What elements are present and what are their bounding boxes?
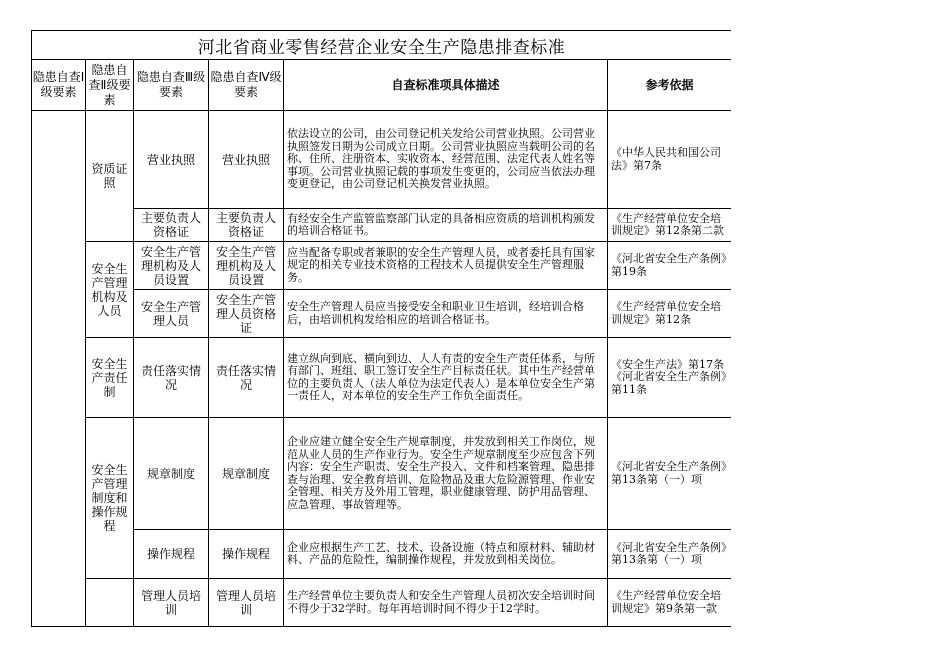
description-cell: 安全生产管理人员应当接受安全和职业卫生培训，经培训合格后，由培训机构发给相应的培训合格证书。 — [284, 290, 608, 338]
title-row — [32, 31, 732, 60]
header-reference: 参考依据 — [608, 60, 732, 111]
header-level4: 隐患自查Ⅳ级要素 — [209, 60, 284, 111]
table-row — [32, 530, 732, 579]
reference-cell: 《河北省安全生产条例》第13条第（一）项 — [608, 418, 732, 530]
reference-cell: 《中华人民共和国公司法》第7条 — [608, 111, 732, 209]
reference-cell: 《河北省安全生产条例》第13条第（一）项 — [608, 530, 732, 579]
level4-cell: 安全生产管理机构及人员设置 — [209, 242, 284, 290]
level3-cell: 规章制度 — [134, 418, 209, 530]
table-row — [32, 338, 732, 418]
table-row — [32, 209, 732, 242]
level3-cell: 管理人员培训 — [134, 579, 209, 627]
table-row — [32, 418, 732, 530]
level3-cell: 主要负责人资格证 — [134, 209, 209, 242]
level1-cell — [32, 111, 86, 627]
description-cell: 企业应建立健全安全生产规章制度，并发放到相关工作岗位，规范从业人员的生产作业行为。安全生产规章制度至少应包含下列内容：安全生产职责、安全生产投入、文件和档案管理、隐患排查与治理、安全教育培训、危险物品及重大危险源管理、作业安全管理、相关方及外用工管理，职业健康管理、防护用品管理、应急管理、事故管理等。 — [284, 418, 608, 530]
description-cell: 有经安全生产监管监察部门认定的具备相应资质的培训机构颁发的培训合格证书。 — [284, 209, 608, 242]
description-cell: 依法设立的公司，由公司登记机关发给公司营业执照。公司营业执照签发日期为公司成立日期。公司营业执照应当载明公司的名称、住所、注册资本、实收资本、经营范围、法定代表人姓名等事项。公司营业执照记载的事项发生变更的，公司应当依法办理变更登记，由公司登记机关换发营业执照。 — [284, 111, 608, 209]
table-row — [32, 290, 732, 338]
category-management-org: 安全生产管理机构及人员 — [86, 242, 134, 338]
level3-cell: 安全生产管理人员 — [134, 290, 209, 338]
description-cell: 企业应根据生产工艺、技术、设备设施（特点和原材料、辅助材料、产品的危险性，编制操作规程，并发放到相关岗位。 — [284, 530, 608, 579]
reference-cell: 《生产经营单位安全培训规定》第12条 — [608, 290, 732, 338]
table-row — [32, 111, 732, 209]
category-qualification: 资质证照 — [86, 111, 134, 242]
description-cell: 建立纵向到底、横向到边、人人有责的安全生产责任体系，与所有部门、班组、职工签订安全生产目标责任状。其中生产经营单位的主要负责人（法人单位为法定代表人）是本单位安全生产第一责任人，对本单位的安全生产工作负全面责任。 — [284, 338, 608, 418]
description-cell: 生产经营单位主要负责人和安全生产管理人员初次安全培训时间不得少于32学时。每年再培训时间不得少于12学时。 — [284, 579, 608, 627]
level4-cell: 管理人员培训 — [209, 579, 284, 627]
reference-cell: 《生产经营单位安全培训规定》第12条第二款 — [608, 209, 732, 242]
level4-cell: 责任落实情况 — [209, 338, 284, 418]
inspection-table — [31, 30, 731, 627]
level4-cell: 安全生产管理人员资格证 — [209, 290, 284, 338]
level3-cell: 营业执照 — [134, 111, 209, 209]
reference-cell: 《安全生产法》第17条《河北省安全生产条例》第11条 — [608, 338, 732, 418]
level4-cell: 主要负责人资格证 — [209, 209, 284, 242]
level3-cell: 安全生产管理机构及人员设置 — [134, 242, 209, 290]
reference-cell: 《生产经营单位安全培训规定》第9条第一款 — [608, 579, 732, 627]
header-level3: 隐患自查Ⅲ级要素 — [134, 60, 209, 111]
header-level1: 隐患自查Ⅰ级要素 — [32, 60, 86, 111]
header-description: 自查标准项具体描述 — [284, 60, 608, 111]
level4-cell: 营业执照 — [209, 111, 284, 209]
reference-cell: 《河北省安全生产条例》第19条 — [608, 242, 732, 290]
category-training — [86, 579, 134, 627]
page-title: 河北省商业零售经营企业安全生产隐患排查标准 — [32, 31, 732, 60]
header-row — [32, 60, 732, 111]
description-cell: 应当配备专职或者兼职的安全生产管理人员，或者委托具有国家规定的相关专业技术资格的工程技术人员提供安全生产管理服务。 — [284, 242, 608, 290]
table-row — [32, 579, 732, 627]
level3-cell: 操作规程 — [134, 530, 209, 579]
spreadsheet — [31, 30, 731, 672]
category-rules: 安全生产管理制度和操作规程 — [86, 418, 134, 579]
table-row — [32, 242, 732, 290]
level4-cell: 操作规程 — [209, 530, 284, 579]
level4-cell: 规章制度 — [209, 418, 284, 530]
level3-cell: 责任落实情况 — [134, 338, 209, 418]
category-responsibility: 安全生产责任制 — [86, 338, 134, 418]
header-level2: 隐患自查Ⅱ级要素 — [86, 60, 134, 111]
